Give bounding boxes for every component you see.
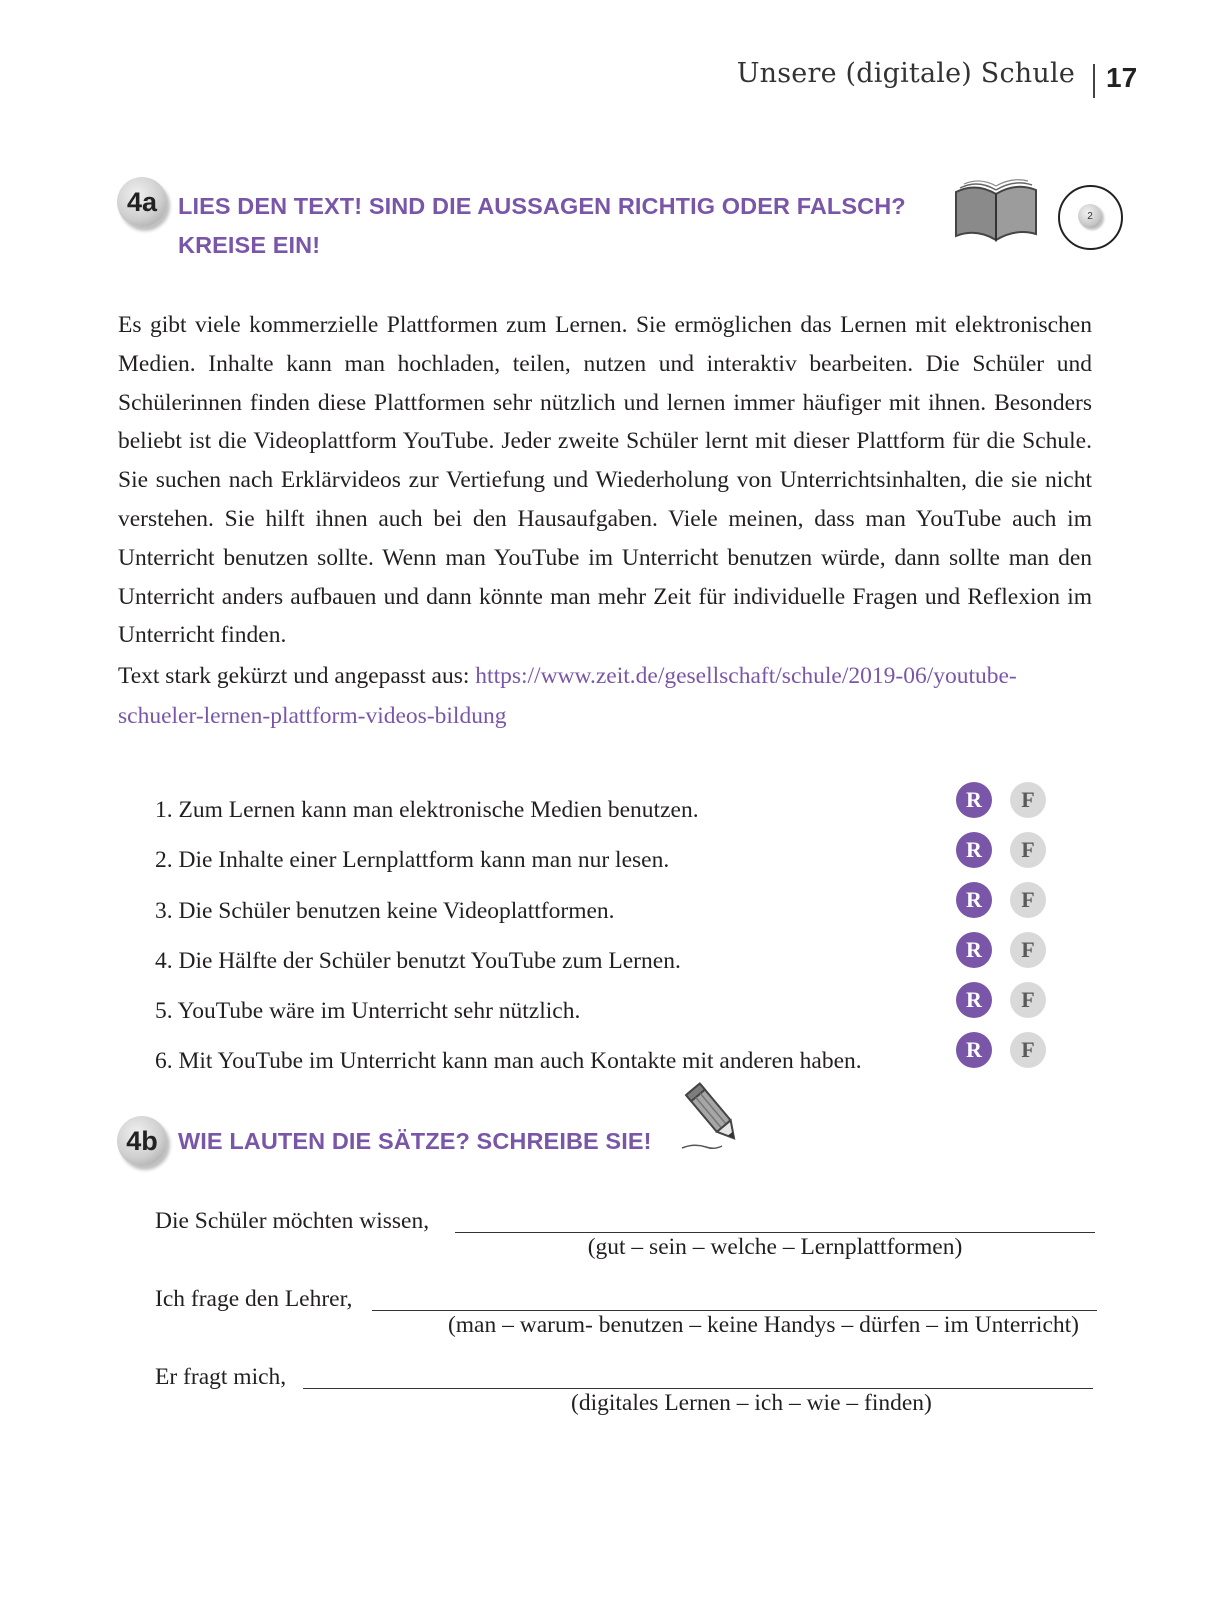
task-badge-4b: 4b <box>117 1116 167 1166</box>
sentence-2-hint-text: (man – warum- benutzen – keine Handys – dürfen – im Unterricht) <box>447 1312 1079 1338</box>
sentence-2-prompt: Ich frage den Lehrer, <box>155 1286 353 1312</box>
circle-f-1[interactable]: F <box>1010 782 1046 818</box>
open-book-icon <box>950 178 1042 244</box>
circle-f-3[interactable]: F <box>1010 882 1046 918</box>
task-heading-4a <box>178 187 958 265</box>
source-prefix: Text stark gekürzt und angepasst aus: <box>118 663 476 689</box>
reading-paragraph: Es gibt viele kommerzielle Plattformen zum Lernen. Sie ermöglichen das Lernen mit elektronischen Medien. Inhalte kann man hochladen, teilen, nutzen und interaktiv bearbeiten. Die Schüler und Schülerinnen finden diese Plattformen sehr nützlich und lernen immer häufiger mit ihnen. Besonders beliebt ist die Videoplattform YouTube. Jeder zweite Schüler lernt mit dieser Plattform für die Schule. Sie suchen nach Erklärvideos zur Vertiefung und Wiederholung von Unterrichtsinhalten, die sie nicht verstehen. Sie hilft ihnen auch bei den Hausaufgaben. Viele meinen, dass man YouTube auch im Unterricht benutzen sollte. Wenn man YouTube im Unterricht benutzen würde, dann sollte man den Unterricht anders aufbauen und dann könnte man mehr Zeit für individuelle Fragen und Reflexion im Unterricht finden. <box>118 312 1092 649</box>
pencil-icon <box>680 1080 748 1152</box>
sentence-3-hint <box>303 1388 1093 1418</box>
circle-r-3[interactable]: R <box>956 882 992 918</box>
reading-text <box>118 306 1092 655</box>
source-link[interactable]: https://www.zeit.de/gesellschaft/schule/2019-06/youtube-schueler-lernen-plattform-videos-bildung <box>118 663 1017 729</box>
statement-3: 3. Die Schüler benutzen keine Videoplattformen. <box>155 898 615 924</box>
task-heading-4a-line2: KREISE EIN! <box>178 232 321 258</box>
circle-r-4[interactable]: R <box>956 932 992 968</box>
statement-1: 1. Zum Lernen kann man elektronische Medien benutzen. <box>155 797 699 823</box>
audio-track-badge[interactable] <box>1058 185 1123 250</box>
page-number: 17 <box>1106 62 1138 93</box>
statement-4: 4. Die Hälfte der Schüler benutzt YouTube zum Lernen. <box>155 948 681 974</box>
sentence-3-prompt: Er fragt mich, <box>155 1364 287 1390</box>
circle-r-1[interactable]: R <box>956 782 992 818</box>
statement-5: 5. YouTube wäre im Unterricht sehr nützlich. <box>155 998 581 1024</box>
source-citation <box>118 656 1098 736</box>
circle-r-5[interactable]: R <box>956 982 992 1018</box>
task-heading-4b: WIE LAUTEN DIE SÄTZE? SCHREIBE SIE! <box>178 1128 652 1154</box>
sentence-2-hint <box>372 1310 1097 1340</box>
header-divider <box>1093 64 1095 98</box>
task-heading-4a-line1: LIES DEN TEXT! SIND DIE AUSSAGEN RICHTIG ODER FALSCH? <box>178 193 906 219</box>
sentence-1-prompt: Die Schüler möchten wissen, <box>155 1208 430 1234</box>
task-badge-4a: 4a <box>117 177 167 227</box>
running-title: Unsere (digitale) Schule <box>736 58 1075 89</box>
sentence-1-hint: (gut – sein – welche – Lernplattformen) <box>587 1234 963 1260</box>
circle-f-6[interactable]: F <box>1010 1032 1046 1068</box>
circle-r-6[interactable]: R <box>956 1032 992 1068</box>
sentence-3-hint-text: (digitales Lernen – ich – wie – finden) <box>571 1390 932 1416</box>
circle-r-2[interactable]: R <box>956 832 992 868</box>
circle-f-4[interactable]: F <box>1010 932 1046 968</box>
circle-f-2[interactable]: F <box>1010 832 1046 868</box>
audio-track-number: 2 <box>1078 204 1102 228</box>
statement-6: 6. Mit YouTube im Unterricht kann man auch Kontakte mit anderen haben. <box>155 1048 862 1074</box>
circle-f-5[interactable]: F <box>1010 982 1046 1018</box>
statement-2: 2. Die Inhalte einer Lernplattform kann man nur lesen. <box>155 847 670 873</box>
